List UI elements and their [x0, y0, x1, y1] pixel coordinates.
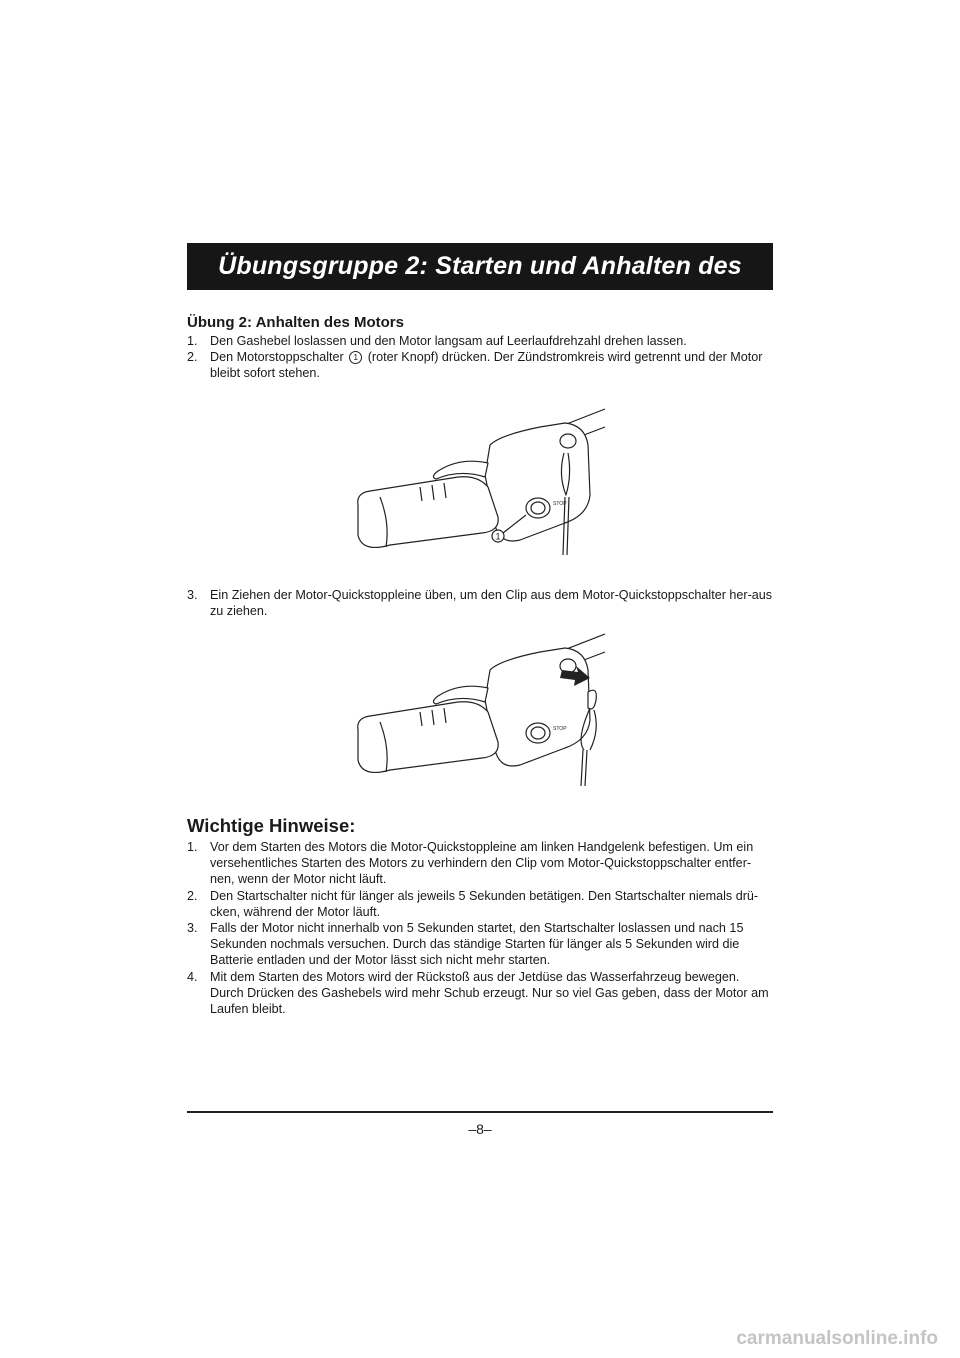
- list-item: [187, 333, 773, 349]
- chapter-title: Übungsgruppe 2: Starten und Anhalten des Motors: [218, 252, 742, 327]
- list-item: [187, 888, 773, 920]
- list-item: [187, 349, 773, 381]
- section-title-important-notes: Wichtige Hinweise:: [187, 815, 356, 836]
- stop-steps-list: [187, 333, 773, 382]
- note-number: 1.: [187, 840, 198, 854]
- callout-number: 1: [495, 531, 501, 542]
- watermark: carmanualsonline.info: [736, 1328, 938, 1349]
- list-item: [187, 969, 773, 1018]
- step-number: 2.: [187, 350, 198, 365]
- step-number: 1.: [187, 334, 198, 348]
- step-text-before: Den Motorstoppschalter: [210, 350, 344, 365]
- note-text: Den Startschalter nicht für länger als jeweils 5 Sekunden betätigen. Den Startschalter niemals drü-cken, während der Motor läuft.: [210, 888, 759, 919]
- step-text: Den Gashebel loslassen und den Motor langsam auf Leerlaufdrehzahl drehen lassen.: [210, 334, 687, 348]
- lanyard-pull-illustration: [350, 630, 606, 788]
- list-item: [187, 839, 773, 888]
- note-number: 2.: [187, 888, 198, 903]
- section-title-stop-engine: Übung 2: Anhalten des Motors: [187, 314, 404, 331]
- list-item: [187, 587, 773, 619]
- note-text: Mit dem Starten des Motors wird der Rückstoß aus der Jetdüse das Wasserfahrzeug bewegen. Durch Drücken des Gashebels wird mehr Schub erzeugt. Nur so viel Gas geben, dass der Motor am Laufen bleibt.: [210, 969, 769, 1017]
- callout-marker: 1: [349, 351, 362, 364]
- note-text: Falls der Motor nicht innerhalb von 5 Sekunden startet, den Startschalter loslassen und nach 15 Sekunden nochmals versuchen. Durch das ständige Starten für länger als 5 Sekunden wird die Batterie entladen und der Motor lässt sich nicht mehr starten.: [210, 921, 744, 968]
- step-text-after: (roter Knopf) drücken. Der Zündstromkreis wird getrennt und der Motor bleibt sofort stehen.: [210, 350, 763, 381]
- stop-switch-label: STOP: [553, 726, 567, 732]
- step-text: Ein Ziehen der Motor-Quickstoppleine üben, um den Clip aus dem Motor-Quickstoppschalter her-aus zu ziehen.: [210, 588, 773, 619]
- handlebar-stop-switch-illustration: [350, 405, 606, 560]
- footer-rule: [187, 1111, 773, 1113]
- note-number: 4.: [187, 969, 198, 984]
- list-item: [187, 920, 773, 969]
- note-text: Vor dem Starten des Motors die Motor-Quickstoppleine am linken Handgelenk befestigen. Um ein versehentliches Starten des Motors zu verhindern den Clip vom Motor-Quickstoppschalter entfer-nen, wenn der Motor nicht läuft.: [210, 840, 754, 887]
- page-number: –8–: [468, 1121, 492, 1137]
- stop-switch-label: STOP: [553, 501, 567, 507]
- step-number: 3.: [187, 588, 198, 602]
- note-number: 3.: [187, 921, 198, 936]
- pull-lanyard-step: [187, 587, 773, 619]
- important-notes-list: [187, 839, 773, 1017]
